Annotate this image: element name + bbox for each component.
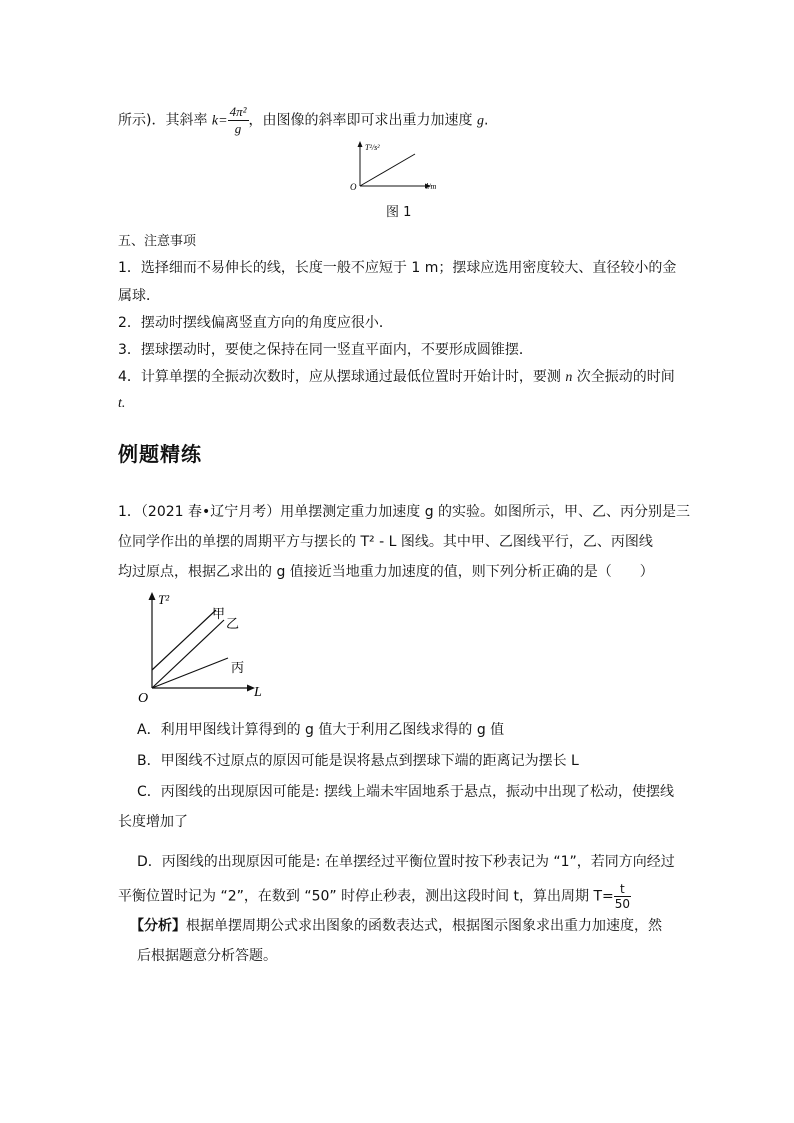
section-title: 五、注意事项 (118, 234, 197, 249)
note-4-line-2: t. (118, 396, 126, 411)
option-d-text: 平衡位置时记为 “2”，在数到 “50” 时停止秒表，测出这段时间 t，算出周期 T= (118, 888, 614, 905)
fraction-denominator: 50 (614, 897, 631, 911)
note-2: 2．摆动时摆线偏离竖直方向的角度应很小． (118, 315, 393, 331)
label-jia: 甲 (212, 607, 226, 622)
slope-formula-line (118, 104, 488, 137)
analysis-tag: 【分析】 (130, 918, 186, 934)
k-equals: k= (211, 113, 228, 129)
x-axis-label: l/m (426, 182, 437, 191)
origin-label: O (350, 182, 357, 192)
option-a[interactable]: A．利用甲图线计算得到的 g 值大于利用乙图线求得的 g 值 (137, 722, 505, 738)
line-jia (152, 610, 216, 670)
g-symbol: g (476, 113, 484, 129)
figure-2-graph (136, 588, 276, 706)
graph-line (360, 154, 415, 186)
analysis-text-1: 根据单摆周期公式求出图象的函数表达式，根据图示图象求出重力加速度，然 (186, 918, 662, 934)
fraction-numerator: 4π² (229, 104, 247, 119)
option-d-line-1[interactable]: D．丙图线的出现原因可能是: 在单摆经过平衡位置时按下秒表记为 “1”，若同方向经过 (137, 854, 675, 870)
option-c-line-2: 长度增加了 (118, 814, 188, 830)
y-arrow (358, 141, 363, 147)
figure-1-caption: 图 1 (386, 205, 412, 220)
slope-fraction (228, 104, 249, 137)
fraction-denominator: g (234, 121, 242, 136)
question-line-2: 位同学作出的单摆的周期平方与摆长的 T² - L 图线。其中甲、乙图线平行，乙、丙图线 (118, 534, 653, 550)
note-1-line-2: 属球． (118, 288, 160, 304)
y-axis-label: T²/s² (365, 143, 380, 152)
note-1-line-1: 1．选择细而不易伸长的线，长度一般不应短于 1 m；摆球应选用密度较大、直径较小的金 (118, 260, 677, 276)
y-axis-label: T² (158, 592, 170, 607)
origin-label: O (138, 691, 149, 706)
label-yi: 乙 (226, 617, 240, 632)
analysis-line-2: 后根据题意分析答题。 (137, 948, 277, 964)
period-fraction (614, 882, 631, 911)
y-arrow (149, 592, 156, 600)
fraction-numerator: t (614, 882, 631, 897)
n-symbol: n (565, 370, 573, 385)
note-3: 3．摆球摆动时，要使之保持在同一竖直平面内，不要形成圆锥摆． (118, 342, 533, 358)
note-4-tail: 次全振动的时间 (572, 369, 675, 385)
note-4-text: 4．计算单摆的全振动次数时，应从摆球通过最低位置时开始计时，要测 (118, 369, 566, 385)
example-heading: 例题精练 (118, 442, 202, 466)
text-pre: 所示)．其斜率 (118, 112, 212, 129)
line-bing (152, 658, 228, 688)
period: . (483, 112, 489, 129)
figure-1-graph (340, 138, 450, 196)
option-b[interactable]: B．甲图线不过原点的原因可能是误将悬点到摆球下端的距离记为摆长 L (137, 753, 579, 769)
analysis-line-1 (130, 916, 662, 936)
x-axis-label: L (254, 685, 262, 700)
option-d-line-2 (118, 882, 631, 911)
option-c-line-1[interactable]: C．丙图线的出现原因可能是: 摆线上端未牢固地系于悬点，振动中出现了松动，使摆线 (137, 784, 674, 800)
question-line-3: 均过原点，根据乙求出的 g 值接近当地重力加速度的值，则下列分析正确的是（ ） (118, 564, 654, 580)
label-bing: 丙 (231, 661, 245, 676)
line-yi (152, 620, 224, 688)
note-4-line-1 (118, 367, 675, 388)
question-line-1: 1．（2021 春•辽宁月考）用单摆测定重力加速度 g 的实验。如图所示，甲、乙、丙分别是三 (118, 504, 691, 520)
text-post: ，由图像的斜率即可求出重力加速度 (248, 112, 477, 129)
